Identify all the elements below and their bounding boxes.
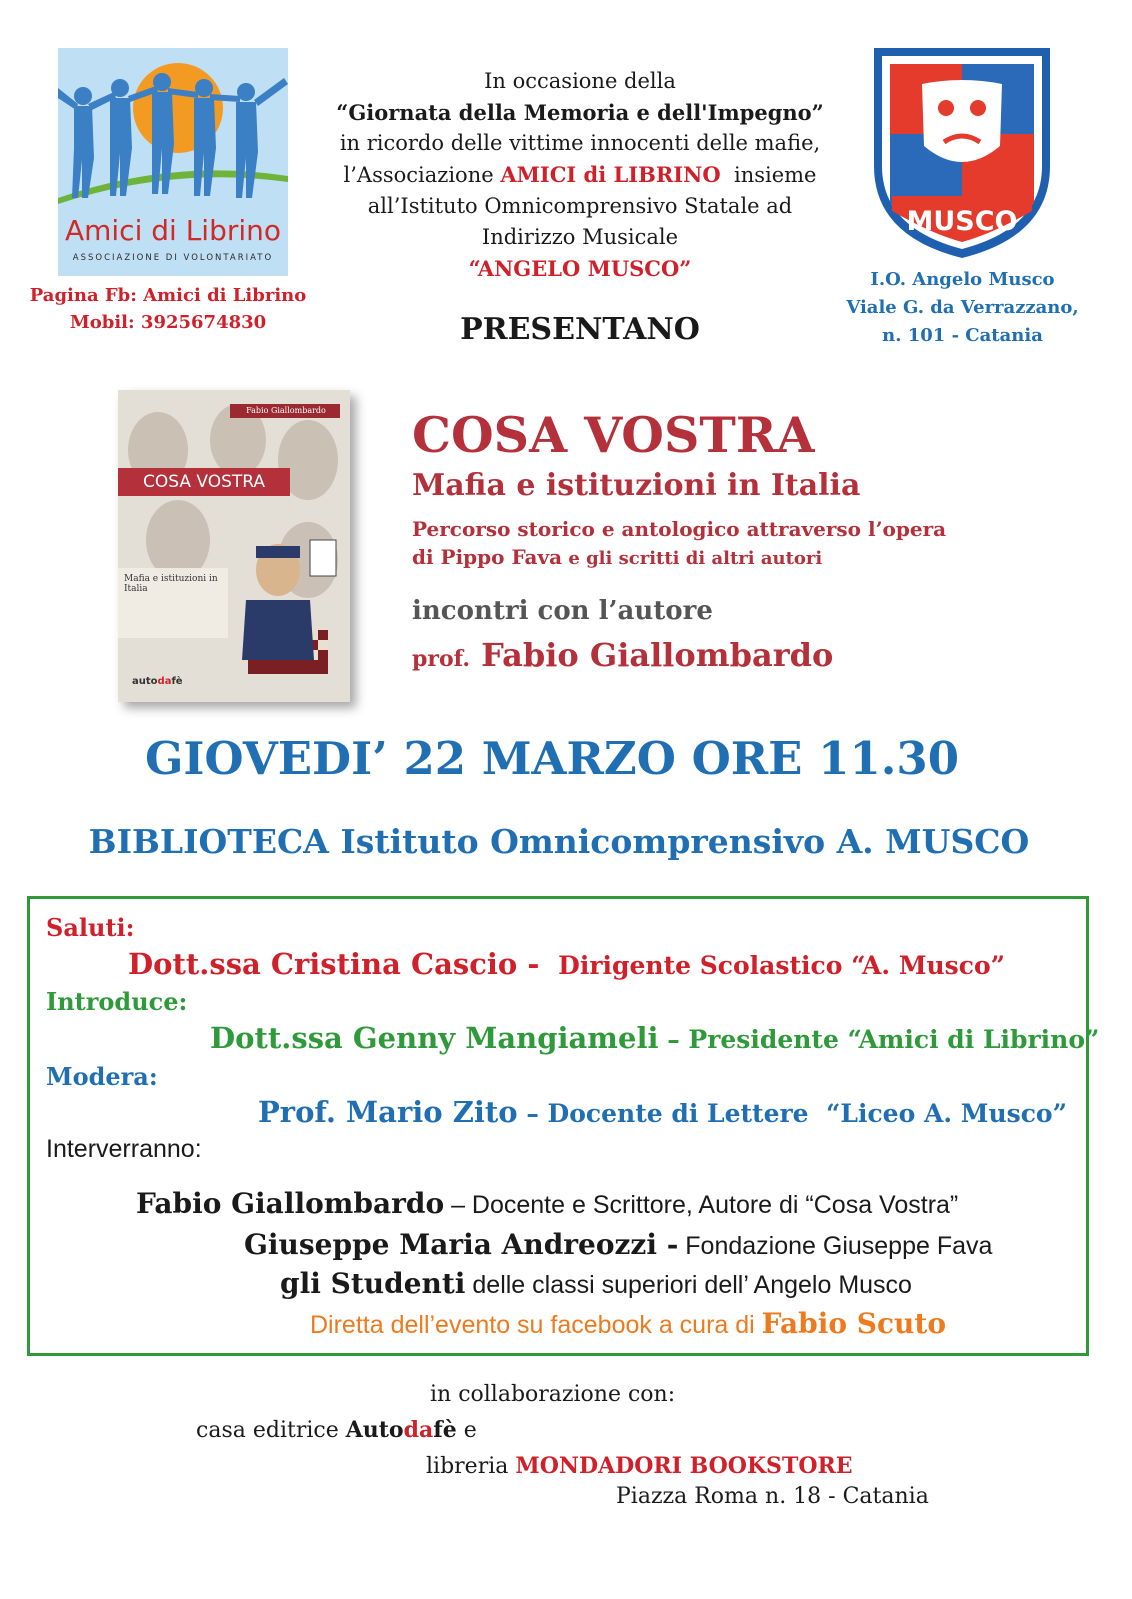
school-name-highlight: “ANGELO MUSCO” bbox=[468, 256, 692, 281]
intro-line-6: Indirizzo Musicale bbox=[481, 225, 679, 249]
school-address bbox=[840, 266, 1085, 350]
intro-line-5: all’Istituto Omnicomprensivo Statale ad bbox=[367, 194, 793, 218]
mobile-number-text: Mobil: 3925674830 bbox=[69, 312, 267, 333]
amici-di-librino-logo bbox=[58, 48, 288, 276]
cover-subtitle-text: Mafia e istituzioni in Italia bbox=[124, 574, 218, 594]
book-author bbox=[412, 636, 833, 674]
introduce-line bbox=[210, 1021, 1099, 1055]
intro-line-1: In occasione della bbox=[484, 69, 676, 93]
saluti-speaker-name: Dott.ssa Cristina Cascio - bbox=[128, 947, 550, 981]
cover-publisher-logo: autodafè bbox=[132, 676, 183, 687]
event-venue: BIBLIOTECA Istituto Omnicomprensivo A. MUSCO bbox=[88, 822, 1030, 861]
speaker-1-role: – Docente e Scrittore, Autore di “Cosa Vostra” bbox=[444, 1191, 959, 1219]
book-subtitle: Mafia e istituzioni in Italia bbox=[412, 468, 861, 503]
publisher-name: Autodafè bbox=[345, 1417, 457, 1443]
intro-event-name: “Giornata della Memoria e dell'Impegno” bbox=[336, 100, 824, 125]
intro-text-block bbox=[300, 66, 860, 284]
association-name: AMICI di LIBRINO bbox=[500, 162, 721, 187]
live-stream-host: Fabio Scuto bbox=[761, 1307, 947, 1340]
intro-line-4: l’Associazione AMICI di LIBRINO insieme bbox=[343, 162, 817, 187]
meet-the-author-text: incontri con l’autore bbox=[412, 596, 713, 626]
event-datetime: GIOVEDI’ 22 MARZO ORE 11.30 bbox=[144, 732, 960, 785]
speaker-line-2 bbox=[244, 1228, 992, 1261]
school-name-text: I.O. Angelo Musco bbox=[870, 269, 1055, 290]
modera-label: Modera: bbox=[46, 1062, 158, 1091]
interverranno-label: Interverranno: bbox=[46, 1135, 202, 1163]
live-stream-text: Diretta dell’evento su facebook a cura di bbox=[310, 1311, 762, 1339]
school-street-text: Viale G. da Verrazzano, bbox=[846, 297, 1079, 318]
modera-line bbox=[258, 1095, 1067, 1129]
introduce-speaker-name: Dott.ssa Genny Mangiameli bbox=[210, 1021, 659, 1055]
saluti-line bbox=[128, 947, 1005, 981]
intro-line-3: in ricordo delle vittime innocenti delle mafie, bbox=[339, 131, 821, 155]
moderator-role: – Docente di Lettere “Liceo A. Musco” bbox=[517, 1099, 1067, 1128]
presentano-heading: PRESENTANO bbox=[460, 312, 700, 347]
live-stream-line bbox=[310, 1307, 946, 1340]
school-city-text: n. 101 - Catania bbox=[882, 325, 1043, 346]
bookstore-name: MONDADORI BOOKSTORE bbox=[515, 1453, 853, 1479]
musco-logo-text: MUSCO bbox=[906, 206, 1018, 237]
facebook-page-text: Pagina Fb: Amici di Librino bbox=[29, 285, 307, 306]
program-box bbox=[27, 896, 1100, 1356]
speaker-1-name: Fabio Giallombardo bbox=[136, 1187, 445, 1220]
book-cover-illustration bbox=[118, 390, 350, 702]
bookstore-address: Piazza Roma n. 18 - Catania bbox=[616, 1484, 929, 1509]
speaker-3-name: gli Studenti bbox=[280, 1267, 466, 1300]
collab-publisher-line: casa editrice Autodafè e bbox=[196, 1417, 477, 1443]
musco-shield-logo bbox=[872, 46, 1052, 260]
book-description-line-1: Percorso storico e antologico attraverso l’opera bbox=[412, 517, 947, 541]
speaker-line-3 bbox=[280, 1267, 912, 1300]
speaker-2-role: Fondazione Giuseppe Fava bbox=[678, 1232, 993, 1260]
logo-brand-text: Amici di Librino bbox=[64, 214, 282, 247]
speaker-line-1 bbox=[136, 1187, 958, 1220]
speaker-2-name: Giuseppe Maria Andreozzi - bbox=[244, 1228, 679, 1261]
speaker-3-role: delle classi superiori dell’ Angelo Musco bbox=[465, 1271, 912, 1299]
book-title: COSA VOSTRA bbox=[412, 406, 815, 464]
book-description-line-2: di Pippo Fava e gli scritti di altri autori bbox=[412, 545, 823, 569]
collab-bookstore-line: libreria MONDADORI BOOKSTORE bbox=[426, 1453, 853, 1479]
children-holding-hands-icon bbox=[58, 48, 288, 218]
left-contact bbox=[28, 282, 308, 336]
saluti-label: Saluti: bbox=[46, 913, 135, 942]
author-name: Fabio Giallombardo bbox=[470, 636, 834, 674]
introduce-speaker-role: – Presidente “Amici di Librino” bbox=[658, 1025, 1100, 1054]
book-description bbox=[412, 515, 946, 573]
logo-subtitle: ASSOCIAZIONE DI VOLONTARIATO bbox=[72, 253, 274, 263]
cover-title-text: COSA VOSTRA bbox=[142, 472, 266, 492]
author-prefix: prof. bbox=[412, 646, 470, 672]
cover-author-text: Fabio Giallombardo bbox=[246, 406, 326, 415]
moderator-name: Prof. Mario Zito bbox=[258, 1095, 518, 1129]
saluti-speaker-role: Dirigente Scolastico “A. Musco” bbox=[549, 951, 1006, 980]
book-cover-image bbox=[118, 390, 350, 702]
collab-heading: in collaborazione con: bbox=[430, 1382, 676, 1407]
introduce-label: Introduce: bbox=[46, 987, 188, 1016]
